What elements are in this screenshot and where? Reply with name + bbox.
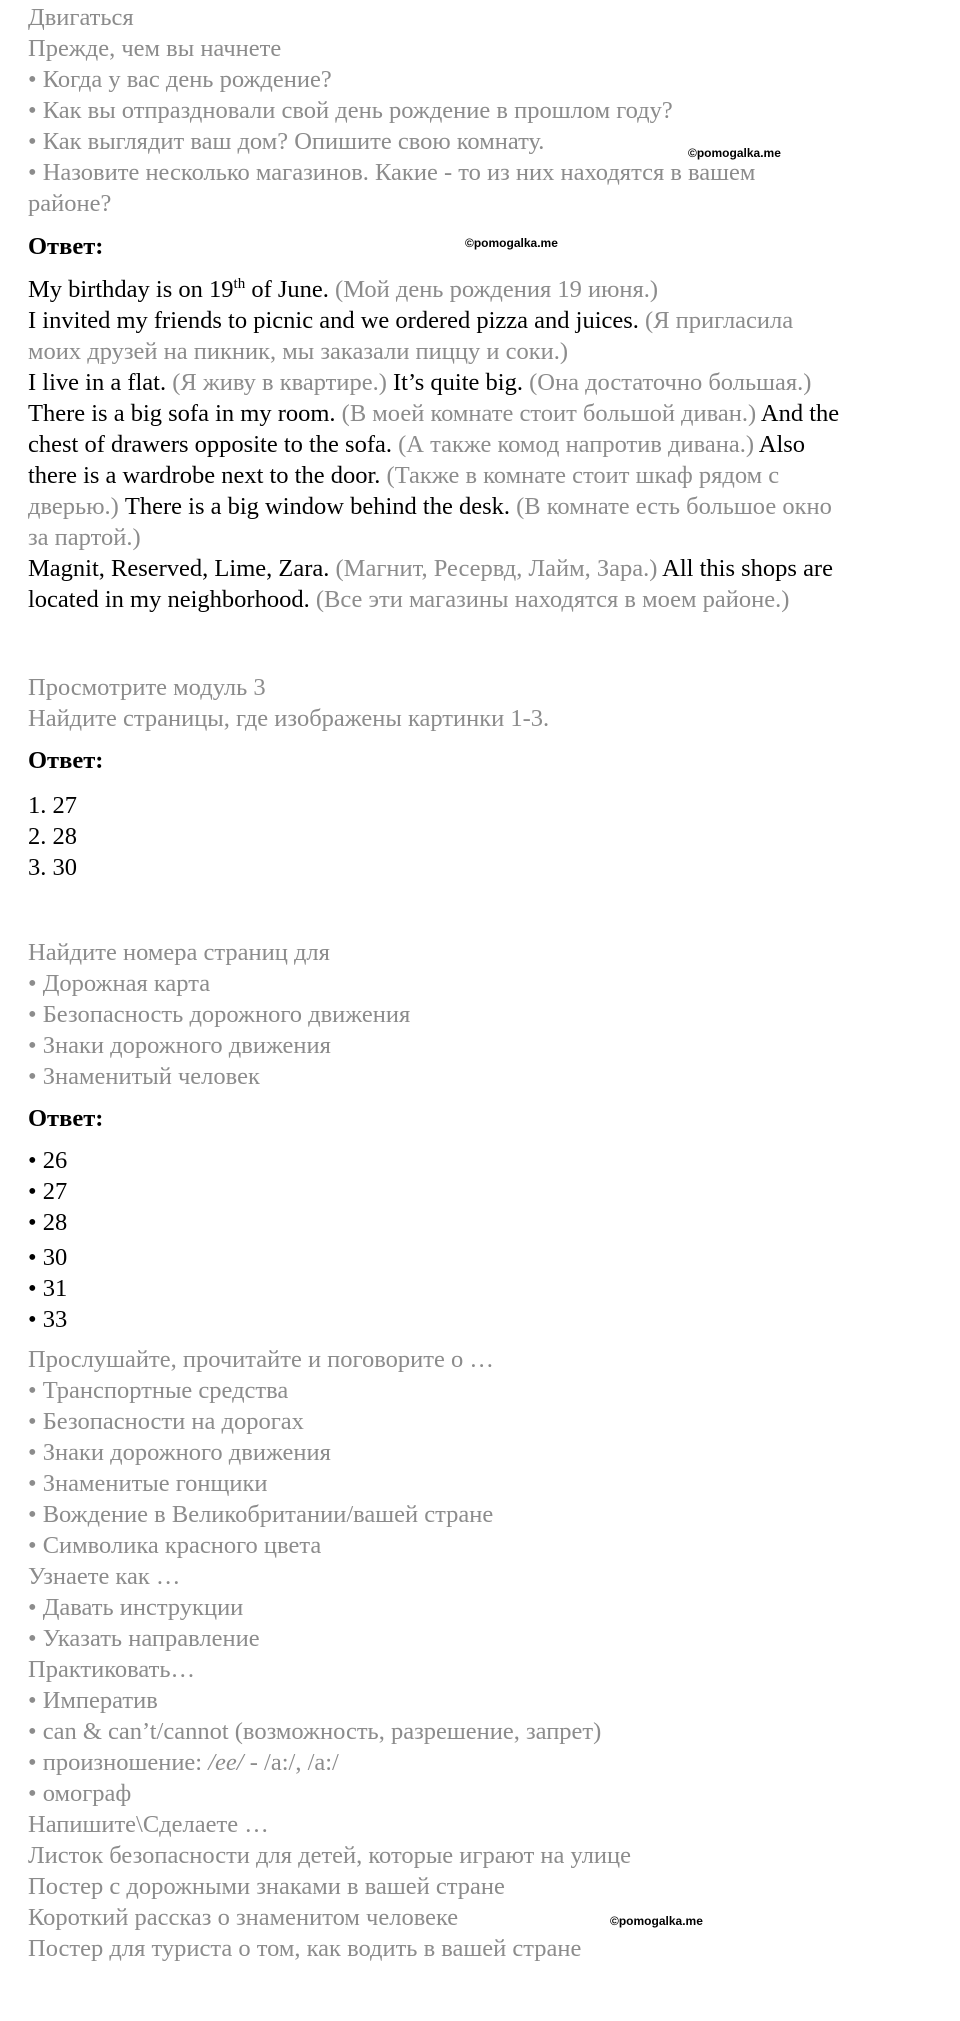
list-item: • Знаки дорожного движения [28, 1032, 331, 1059]
answer-item: 1. 27 [28, 792, 77, 819]
answer-ru: (А также комод напротив дивана.) [392, 431, 754, 458]
section-question: Найдите страницы, где изображены картинки 1-3. [28, 705, 550, 732]
answer-line [28, 305, 793, 336]
answer-heading: Ответ: [28, 1105, 104, 1132]
answer-line: за партой.) [28, 524, 141, 551]
section-line: Практиковать… [28, 1656, 195, 1683]
section-line: Постер с дорожными знаками в вашей стране [28, 1873, 505, 1900]
answer-line [28, 398, 839, 429]
answer-ru: (Все эти магазины находятся в моем районе.) [309, 586, 790, 613]
section-line: Постер для туриста о том, как водить в вашей стране [28, 1935, 582, 1962]
answer-line: моих друзей на пикник, мы заказали пиццу и соки.) [28, 338, 569, 365]
answer-ru: (Мой день рождения 19 июня.) [328, 276, 659, 303]
question-item: районе? [28, 190, 112, 217]
answer-en: I live in a flat. [28, 369, 167, 396]
answer-item: • 27 [28, 1178, 68, 1205]
section-title: Двигаться [28, 4, 134, 31]
question-item: • Как вы отпраздновали свой день рождение в прошлом году? [28, 97, 673, 124]
answer-en: Also [754, 431, 806, 458]
watermark: ©pomogalka.me [610, 1914, 703, 1928]
answer-en: All this shops are [657, 555, 833, 582]
answer-en: It’s quite big. [386, 369, 523, 396]
answer-line [28, 274, 658, 305]
section-line: • Императив [28, 1687, 158, 1714]
answer-heading: Ответ: [28, 233, 104, 260]
answer-line [28, 584, 789, 615]
answer-en: And the [756, 400, 840, 427]
pronunciation-sounds: - /a:/, /a:/ [243, 1749, 339, 1776]
answer-ru: (Я живу в квартире.) [166, 369, 387, 396]
answer-item: • 31 [28, 1275, 68, 1302]
list-item: • Безопасность дорожного движения [28, 1001, 411, 1028]
answer-line [28, 491, 832, 522]
section-lead: Прежде, чем вы начнете [28, 35, 282, 62]
answer-line [28, 460, 779, 491]
answer-ru: (Также в комнате стоит шкаф рядом с [380, 462, 780, 489]
answer-item: 2. 28 [28, 823, 77, 850]
answer-ru: (Я пригласила [638, 307, 794, 334]
section-line: • Безопасности на дорогах [28, 1408, 304, 1435]
section-line: • Указать направление [28, 1625, 260, 1652]
answer-heading: Ответ: [28, 747, 104, 774]
section-line: • Знаменитые гонщики [28, 1470, 268, 1497]
section-line: • can & can’t/cannot (возможность, разрешение, запрет) [28, 1718, 602, 1745]
answer-en: I invited my friends to picnic and we ordered pizza and juices. [28, 307, 639, 334]
answer-en: chest of drawers opposite to the sofa. [28, 431, 392, 458]
list-item: • Знаменитый человек [28, 1063, 260, 1090]
section-line: Прослушайте, прочитайте и поговорите о … [28, 1346, 494, 1373]
answer-en: There is a big window behind the desk. [118, 493, 511, 520]
superscript: th [233, 275, 246, 292]
answer-item: • 30 [28, 1244, 68, 1271]
section-line: Короткий рассказ о знаменитом человеке [28, 1904, 459, 1931]
section-line: • омограф [28, 1780, 132, 1807]
pronunciation-label: • произношение: [28, 1749, 209, 1776]
answer-line [28, 367, 811, 398]
section-line: • Транспортные средства [28, 1377, 289, 1404]
answer-line [28, 553, 833, 584]
answer-ru: (В комнате есть большое окно [510, 493, 832, 520]
answer-en: of June. [245, 276, 329, 303]
question-item: • Как выглядит ваш дом? Опишите свою комнату. [28, 128, 545, 155]
section-line: • Символика красного цвета [28, 1532, 322, 1559]
section-line: • Вождение в Великобритании/вашей стране [28, 1501, 494, 1528]
watermark: ©pomogalka.me [688, 146, 781, 160]
section-line: Напишите\Сделаете … [28, 1811, 269, 1838]
section-line: Узнаете как … [28, 1563, 181, 1590]
answer-ru: (В моей комнате стоит большой диван.) [335, 400, 757, 427]
section-title: Найдите номера страниц для [28, 939, 330, 966]
section-line: • Знаки дорожного движения [28, 1439, 331, 1466]
watermark: ©pomogalka.me [465, 236, 558, 250]
answer-en: there is a wardrobe next to the door. [28, 462, 381, 489]
answer-item: • 26 [28, 1147, 68, 1174]
answer-en: There is a big sofa in my room. [28, 400, 336, 427]
question-item: • Назовите несколько магазинов. Какие - то из них находятся в вашем [28, 159, 756, 186]
list-item: • Дорожная карта [28, 970, 211, 997]
answer-ru: дверью.) [28, 493, 119, 520]
section-line: • Давать инструкции [28, 1594, 244, 1621]
answer-en: located in my neighborhood. [28, 586, 310, 613]
question-item: • Когда у вас день рождение? [28, 66, 332, 93]
section-line [28, 1747, 339, 1778]
section-title: Просмотрите модуль 3 [28, 674, 266, 701]
answer-en: Magnit, Reserved, Lime, Zara. [28, 555, 330, 582]
answer-item: 3. 30 [28, 854, 77, 881]
answer-item: • 33 [28, 1306, 68, 1333]
answer-ru: (Магнит, Ресервд, Лайм, Зара.) [329, 555, 658, 582]
answer-line [28, 429, 805, 460]
answer-item: • 28 [28, 1209, 68, 1236]
section-line: Листок безопасности для детей, которые играют на улице [28, 1842, 632, 1869]
answer-ru: (Она достаточно большая.) [522, 369, 812, 396]
pronunciation-example: /ee/ [208, 1749, 244, 1776]
answer-en: My birthday is on 19 [28, 276, 234, 303]
